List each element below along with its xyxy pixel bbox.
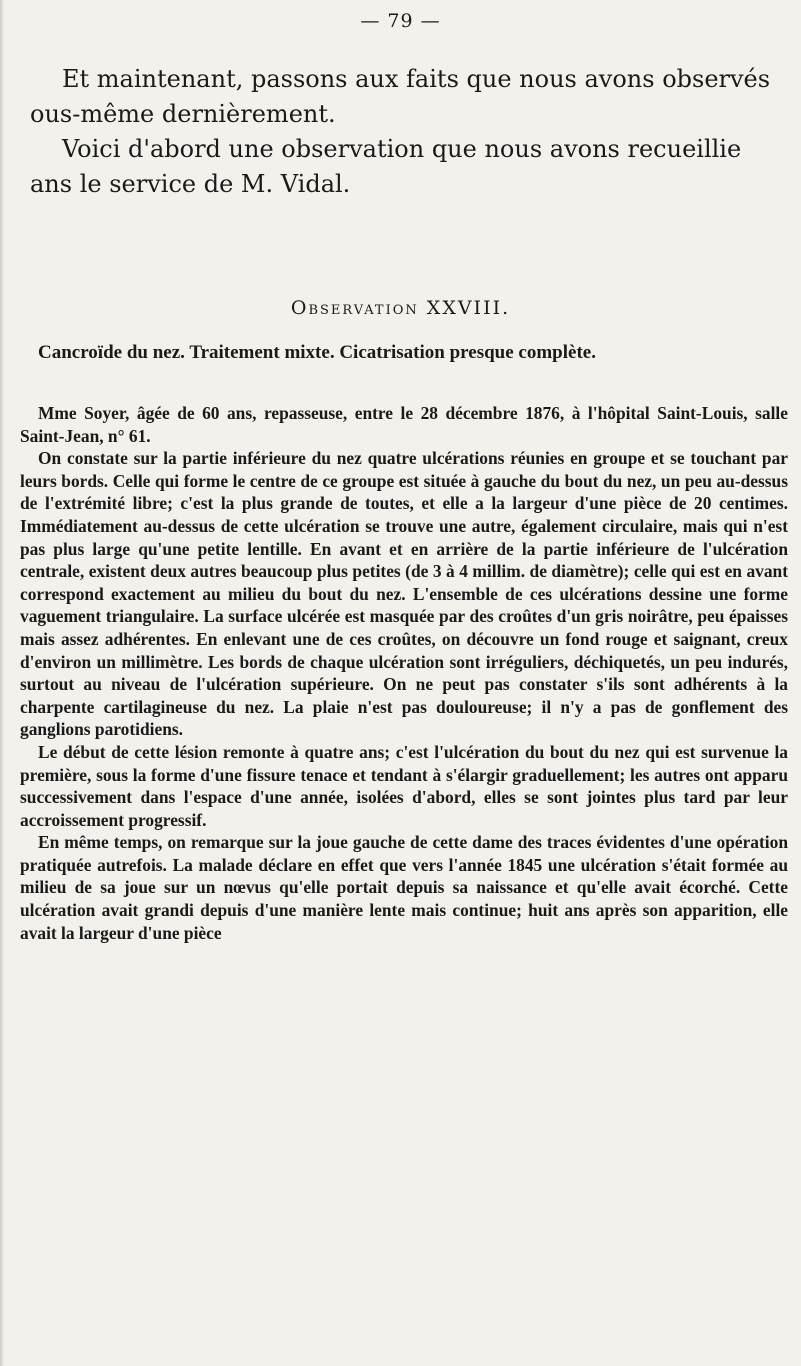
observation-body — [20, 402, 788, 944]
intro-line-3: Voici d'abord une observation que nous avons recueillie — [62, 135, 742, 163]
body-paragraph-2: On constate sur la partie inférieure du nez quatre ulcérations réunies en groupe et se touchant par leurs bords. Celle qui forme le centre de ce groupe est située à gauche du bout du nez, un peu au-dessus de l'extrémité libre; c'est la plus grande de toutes, et elle a la largeur d'une pièce de 20 centimes. Immédiatement au-dessus de cette ulcération se trouve une autre, également circulaire, mais qui n'est pas plus large qu'une petite lentille. En avant et en arrière de la partie inférieure de l'ulcération centrale, existent deux autres beaucoup plus petites (de 3 à 4 millim. de diamètre); celle qui est en avant correspond exactement au milieu du bout du nez. L'ensemble de ces ulcérations dessine une forme vaguement triangulaire. La surface ulcérée est masquée par des croûtes d'un gris noirâtre, peu épaisses mais assez adhérentes. En enlevant une de ces croûtes, on découvre un fond rouge et saignant, creux d'environ un millimètre. Les bords de chaque ulcération sont irréguliers, déchiquetés, un peu indurés, surtout au niveau de l'ulcération supérieure. On ne peut pas constater s'ils sont adhérents à la charpente cartilagineuse du nez. La plaie n'est pas douloureuse; il n'y a pas de gonflement des ganglions parotidiens. — [20, 448, 788, 740]
body-paragraph-3: Le début de cette lésion remonte à quatre ans; c'est l'ulcération du bout du nez qui est survenue la première, sous la forme d'une fissure tenace et tendant à s'élargir graduellement; les autres ont apparu successivement dans l'espace d'une année, isolées d'abord, elles se sont jointes plus tard par leur accroissement progressif. — [20, 741, 788, 830]
observation-subtitle: Cancroïde du nez. Traitement mixte. Cicatrisation presque complète. — [38, 342, 596, 363]
intro-text — [30, 62, 780, 202]
page-number: — 79 — — [360, 10, 441, 32]
intro-line-1: Et maintenant, passons aux faits que nous avons observés — [62, 65, 771, 93]
body-paragraph-4: En même temps, on remarque sur la joue gauche de cette dame des traces évidentes d'une opération pratiquée autrefois. La malade déclare en effet que vers l'année 1845 une ulcération s'était formée au milieu de sa joue sur un nœvus qu'elle portait depuis sa naissance et qu'elle avait écorché. Cette ulcération avait grandi depuis d'une manière lente mais continue; huit ans après son apparition, elle avait la largeur d'une pièce — [20, 832, 788, 943]
intro-line-4: ans le service de M. Vidal. — [30, 170, 351, 198]
intro-line-2: ous-même dernièrement. — [30, 100, 336, 128]
observation-heading: Observation XXVIII. — [290, 297, 511, 319]
body-paragraph-1: Mme Soyer, âgée de 60 ans, repasseuse, entre le 28 décembre 1876, à l'hôpital Saint-Louis, salle Saint-Jean, n° 61. — [20, 403, 788, 446]
